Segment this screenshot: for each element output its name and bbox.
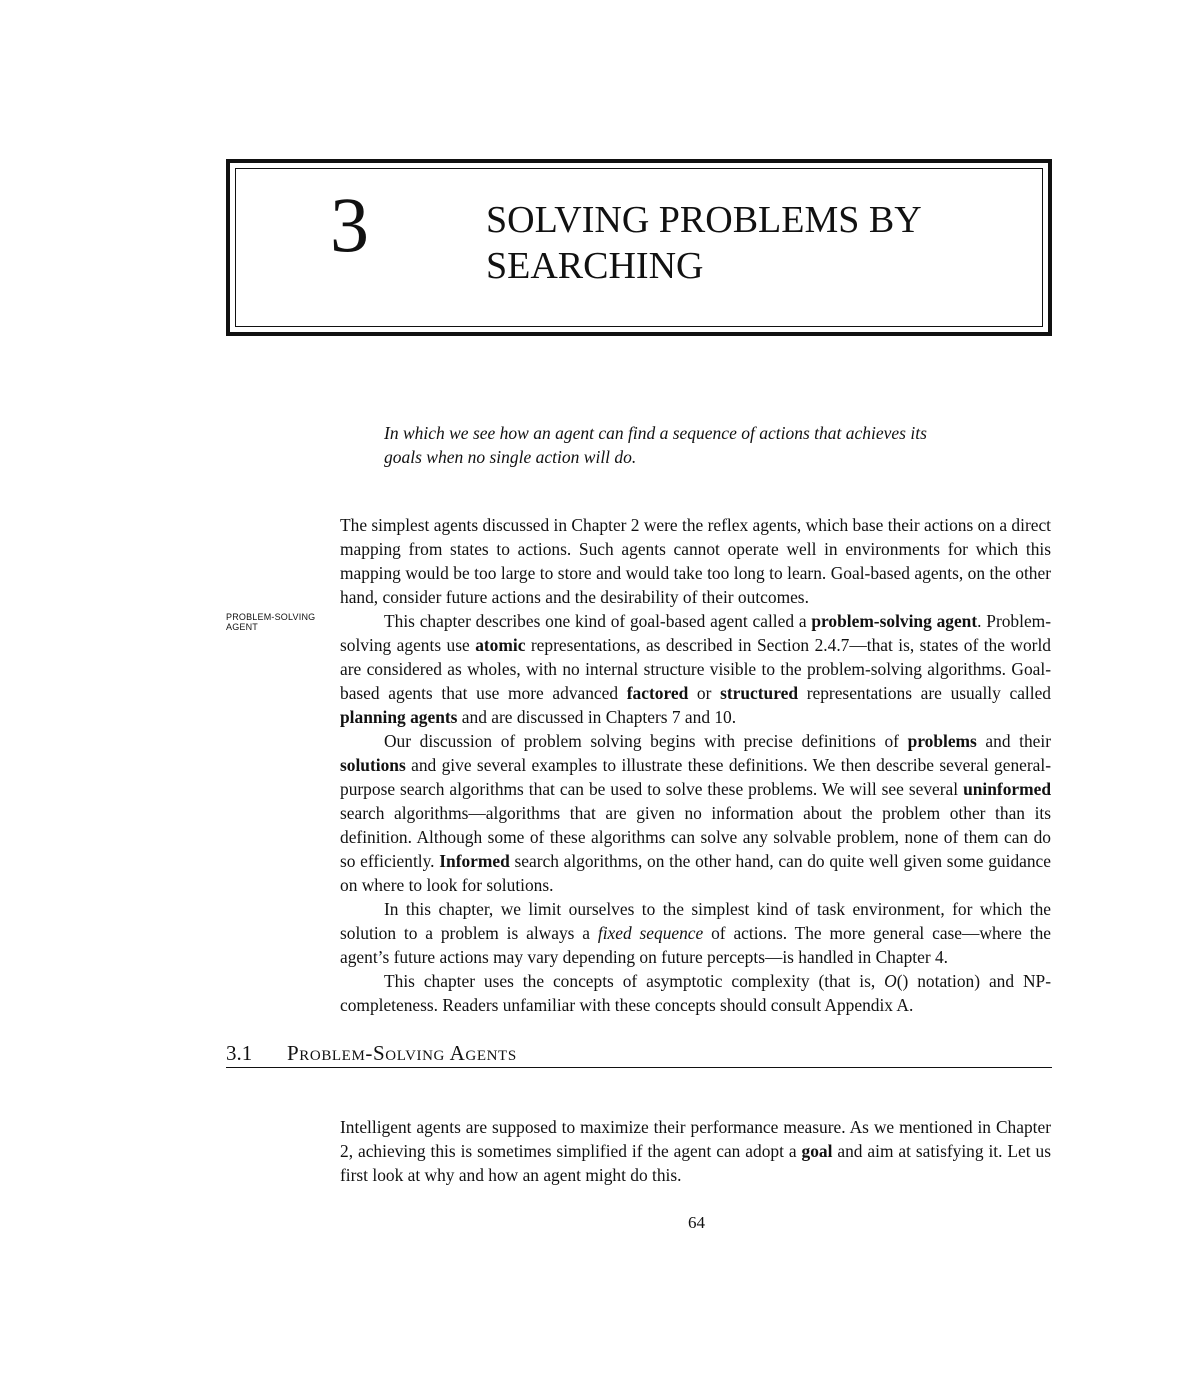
term-uninformed: uninformed [963, 779, 1051, 799]
paragraph-5-text: () notation) and NP-completeness. Readers unfamiliar with these concepts should consult Appendix A. [340, 971, 1051, 1015]
section-paragraph-text: and aim at satisfying it. Let us first look at why and how an agent might do this. [340, 1141, 1051, 1185]
margin-note-line-1: PROBLEM-SOLVING [226, 612, 316, 622]
paragraph-2-text: . Problem-solving agents use [340, 611, 1051, 655]
section-heading [226, 1040, 1052, 1068]
paragraph-2-text: representations, as described in Section 2.4.7—that is, states of the world are considered as wholes, with no internal structure visible to the problem-solving algorithms. Goal-based agents that use more advanced [340, 635, 1051, 703]
paragraph-2-text: representations are usually called [798, 683, 1051, 703]
margin-note-problem-solving-agent [226, 612, 336, 632]
paragraph-2 [340, 609, 1051, 729]
chapter-number: 3 [330, 181, 369, 268]
section-paragraph-text: Intelligent agents are supposed to maximize their performance measure. As we mentioned in Chapter 2, achieving this is sometimes simplified if the agent can adopt a [340, 1117, 1051, 1161]
paragraph-1 [340, 513, 1051, 609]
paragraph-3-text: and give several examples to illustrate these definitions. We then describe several general-purpose search algorithms that can be used to solve these problems. We will see several [340, 755, 1051, 799]
margin-note-line-2: AGENT [226, 622, 259, 632]
paragraph-2-text: and are discussed in Chapters 7 and 10. [457, 707, 737, 727]
paragraph-1-text: The simplest agents discussed in Chapter 2 were the reflex agents, which base their actions on a direct mapping from states to actions. Such agents cannot operate well in environments for which this mapping would be too large to store and would take too long to learn. Goal-based agents, on the other hand, consider future actions and the desirability of their outcomes. [340, 515, 1051, 607]
section-text [340, 1115, 1051, 1187]
term-solutions: solutions [340, 755, 406, 775]
paragraph-2-text: This chapter describes one kind of goal-based agent called a [384, 611, 812, 631]
paragraph-4-text: of actions. The more general case—where the agent’s future actions may vary depending on future percepts—is handled in Chapter 4. [340, 923, 1052, 967]
term-informed: Informed [439, 851, 510, 871]
paragraph-3-text: search algorithms, on the other hand, can do quite well given some guidance on where to look for solutions. [340, 851, 1051, 895]
term-goal: goal [801, 1141, 833, 1161]
term-factored: factored [626, 683, 689, 703]
epigraph-line-2: goals when no single action will do. [384, 447, 637, 467]
term-problem-solving-agent: problem-solving agent [811, 611, 978, 631]
chapter-title-line-2: SEARCHING [486, 245, 704, 287]
page-number: 64 [688, 1213, 705, 1232]
chapter-epigraph [384, 421, 1024, 469]
paragraph-5 [340, 969, 1051, 1017]
paragraph-2-text: or [688, 683, 721, 703]
section-title: Problem-Solving Agents [287, 1041, 517, 1065]
paragraph-4 [340, 897, 1051, 969]
term-fixed-sequence: fixed sequence [597, 923, 704, 943]
big-o-symbol: O [884, 971, 897, 991]
paragraph-3 [340, 729, 1051, 897]
term-planning-agents: planning agents [340, 707, 458, 727]
paragraph-5-text: This chapter uses the concepts of asymptotic complexity (that is, [384, 971, 885, 991]
section-paragraph-1 [340, 1115, 1051, 1187]
paragraph-3-text: search algorithms—algorithms that are given no information about the problem other than its definition. Although some of these algorithms can solve any solvable problem, none of them can do so efficiently. [340, 803, 1051, 871]
epigraph-line-1: In which we see how an agent can find a sequence of actions that achieves its [384, 423, 927, 443]
chapter-intro-text [340, 513, 1051, 1017]
term-atomic: atomic [475, 635, 526, 655]
section-number: 3.1 [226, 1041, 253, 1065]
paragraph-4-text: In this chapter, we limit ourselves to the simplest kind of task environment, for which the solution to a problem is always a [340, 899, 1051, 943]
paragraph-3-text: Our discussion of problem solving begins with precise definitions of [384, 731, 908, 751]
paragraph-3-text: and their [976, 731, 1051, 751]
chapter-title [486, 197, 1006, 289]
term-structured: structured [720, 683, 799, 703]
chapter-title-line-1: SOLVING PROBLEMS BY [486, 199, 922, 241]
term-problems: problems [907, 731, 977, 751]
